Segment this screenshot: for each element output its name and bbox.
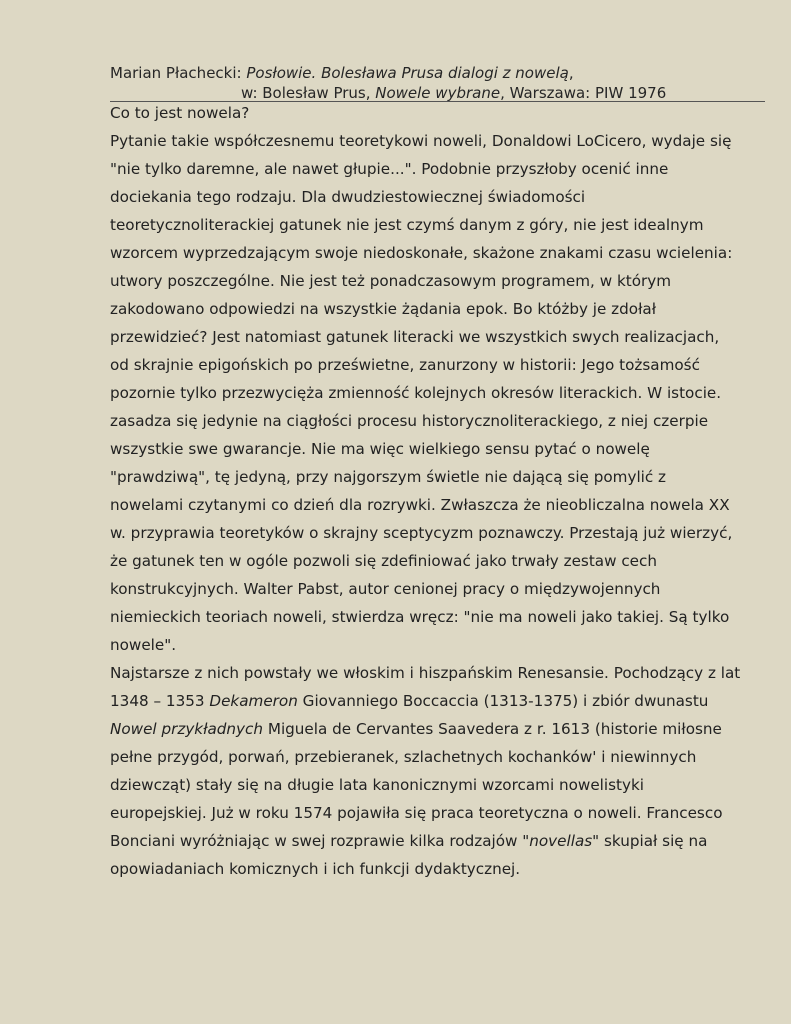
text-line: nowelami czytanymi co dzień dla rozrywki. Zwłaszcza że nieobliczalna nowela XX	[110, 496, 730, 514]
term-novellas: novellas	[529, 832, 593, 850]
text-line: utwory poszczególne. Nie jest też ponadczasowym programem, w którym	[110, 272, 672, 290]
text-line: teoretycznoliterackiej gatunek nie jest czymś danym z góry, nie jest idealnym	[110, 216, 704, 234]
paragraph-1	[110, 127, 770, 659]
text-line: Pytanie takie współczesnemu teoretykowi noweli, Donaldowi LoCicero, wydaje się	[110, 132, 732, 150]
text-line: pełne przygód, porwań, przebieranek, szlachetnych kochanków' i niewinnych	[110, 748, 697, 766]
text-line: konstrukcyjnych. Walter Pabst, autor cenionej pracy o międzywojennych	[110, 580, 661, 598]
text-line: od skrajnie epigońskich po prześwietne, zanurzony w historii: Jego tożsamość	[110, 356, 700, 374]
paragraph-2	[110, 659, 770, 883]
text-line: dziewcząt) stały się na długie lata kanonicznymi wzorcami nowelistyki	[110, 776, 644, 794]
text-line: że gatunek ten w ogóle pozwoli się zdefiniować jako trwały zestaw cech	[110, 552, 658, 570]
document-body	[110, 102, 770, 883]
citation-source-prefix: w: Bolesław Prus,	[241, 84, 376, 102]
text-line: "nie tylko daremne, ale nawet głupie...". Podobnie przyszłoby ocenić inne	[110, 160, 669, 178]
text-run: Bonciani wyróżniając w swej rozprawie kilka rodzajów "	[110, 832, 530, 850]
citation-line-1	[110, 63, 765, 83]
text-run: Miguela de Cervantes Saavedera z r. 1613 (historie miłosne	[263, 720, 722, 738]
text-run: Giovanniego Boccaccia (1313-1375) i zbiór dwunastu	[297, 692, 709, 710]
citation-book-title: Nowele wybrane	[375, 84, 501, 102]
text-line: opowiadaniach komicznych i ich funkcji dydaktycznej.	[110, 860, 521, 878]
text-line: w. przyprawia teoretyków o skrajny sceptycyzm poznawczy. Przestają już wierzyć,	[110, 524, 733, 542]
citation-title-tail: ,	[568, 64, 574, 82]
text-run: " skupiał się na	[592, 832, 708, 850]
citation-author: Marian Płachecki:	[110, 64, 247, 82]
text-line: pozornie tylko przezwycięża zmienność kolejnych okresów literackich. W istocie.	[110, 384, 722, 402]
text-run: 1348 – 1353	[110, 692, 210, 710]
citation-header	[110, 63, 765, 103]
text-line: Najstarsze z nich powstały we włoskim i hiszpańskim Renesansie. Pochodzący z lat	[110, 664, 741, 682]
text-line: przewidzieć? Jest natomiast gatunek literacki we wszystkich swych realizacjach,	[110, 328, 720, 346]
text-line: dociekania tego rodzaju. Dla dwudziestowiecznej świadomości	[110, 188, 586, 206]
text-line	[110, 715, 770, 743]
work-title-nowele: Nowel przykładnych	[110, 720, 264, 738]
work-title-dekameron: Dekameron	[209, 692, 298, 710]
citation-title: Posłowie. Bolesława Prusa dialogi z nowelą	[246, 64, 569, 82]
text-line: zasadza się jedynie na ciągłości procesu historycznoliterackiego, z niej czerpie	[110, 412, 709, 430]
text-line: zakodowano odpowiedzi na wszystkie żądania epok. Bo któżby je zdołał	[110, 300, 657, 318]
text-line: wszystkie swe gwarancje. Nie ma więc wielkiego sensu pytać o nowelę	[110, 440, 650, 458]
text-line: "prawdziwą", tę jedyną, przy najgorszym świetle nie dającą się pomylić z	[110, 468, 667, 486]
citation-line-2	[110, 83, 765, 103]
section-question: Co to jest nowela?	[110, 104, 250, 122]
text-line	[110, 687, 770, 715]
text-line	[110, 827, 770, 855]
text-line: europejskiej. Już w roku 1574 pojawiła się praca teoretyczna o noweli. Francesco	[110, 804, 723, 822]
text-line: wzorcem wyprzedzającym swoje niedoskonałe, skażone znakami czasu wcielenia:	[110, 244, 733, 262]
text-line: nowele".	[110, 636, 177, 654]
citation-publisher: , Warszawa: PIW 1976	[500, 84, 667, 102]
text-line: niemieckich teoriach noweli, stwierdza wręcz: "nie ma noweli jako takiej. Są tylko	[110, 608, 730, 626]
